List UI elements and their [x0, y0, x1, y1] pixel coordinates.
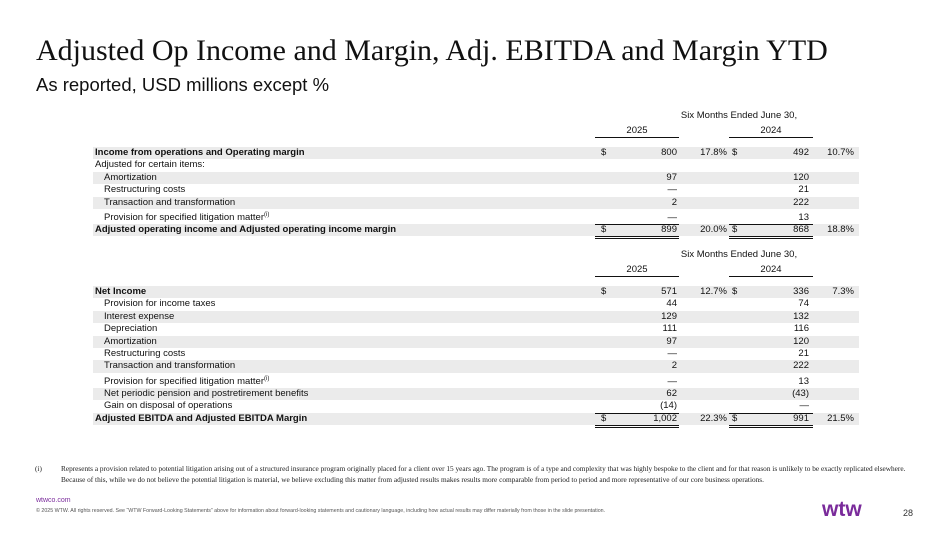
value-2025: 97 [666, 171, 677, 183]
value-2025: 571 [661, 286, 677, 297]
margin-2025: 17.8% [700, 147, 727, 158]
year-header-2024: 2024 [729, 125, 813, 138]
currency-2025: $ [601, 147, 607, 158]
value-2024: 868 [793, 223, 809, 235]
currency-2024: $ [732, 286, 738, 297]
page-title: Adjusted Op Income and Margin, Adj. EBITDA and Margin YTD [36, 34, 828, 67]
table-row [93, 323, 859, 335]
table-row [93, 184, 859, 196]
margin-2024: 21.5% [827, 412, 854, 424]
value-2025: — [667, 184, 677, 196]
value-2025: — [667, 211, 677, 223]
table-row [93, 336, 859, 348]
ebitda-table [93, 249, 859, 425]
row-label: Amortization [104, 335, 157, 347]
table-header [93, 110, 859, 140]
row-label: Provision for specified litigation matter$^{(i)}$ [104, 211, 270, 223]
operating-income-table [93, 110, 859, 236]
row-label: Net periodic pension and postretirement benefits [104, 387, 309, 399]
double-rule [595, 425, 679, 428]
year-header-2024: 2024 [729, 264, 813, 277]
value-2024: 222 [793, 360, 809, 372]
margin-2024: 7.3% [832, 286, 854, 297]
table-row [93, 360, 859, 372]
table-row [93, 172, 859, 184]
margin-2025: 12.7% [700, 286, 727, 297]
row-label: Transaction and transformation [104, 196, 236, 208]
value-2025: 111 [662, 323, 677, 335]
double-rule [729, 425, 813, 428]
value-2024: 74 [798, 298, 809, 310]
footnote-ref: (i) [264, 375, 270, 382]
value-2024: 132 [793, 310, 809, 322]
row-label: Adjusted EBITDA and Adjusted EBITDA Margin [95, 412, 308, 424]
table-row [93, 209, 859, 224]
table-row [93, 311, 859, 323]
footnote-ref: (i) [264, 211, 270, 218]
total-row [93, 224, 859, 236]
footnote-text: Represents a provision related to potential litigation arising out of a structured insurance program originally placed for a client over 15 years ago. The program is of a type and complexity that was highly bespoke to the client and for that reason is unlikely to be exactly replicated elsewhere. Because of this, while we do not believe the potential litigation is material, we believe excluding this matter from adjusted results makes results more comparable from period to period and more representative of our core business operations. [61, 464, 906, 484]
row-label: Transaction and transformation [104, 360, 236, 372]
footer-copyright: © 2025 WTW. All rights reserved. See “WTW Forward-Looking Statements” above for information about forward-looking statements and cautionary language, including how actual results may differ materially from those in the slide presentation. [36, 508, 606, 514]
currency-2025: $ [601, 412, 607, 424]
wtw-logo [822, 500, 886, 525]
value-2025: (14) [660, 400, 677, 412]
table-row [93, 298, 859, 310]
value-2024: 21 [798, 347, 809, 359]
value-2025: 2 [671, 360, 677, 372]
currency-2025: $ [601, 223, 607, 235]
table-header [93, 249, 859, 279]
currency-2025: $ [601, 286, 607, 297]
page-number: 28 [903, 508, 914, 518]
period-header: Six Months Ended June 30, [680, 249, 798, 260]
value-2024: 222 [793, 196, 809, 208]
row-label: Provision for specified litigation matter$^{(i)}$ [104, 375, 270, 387]
value-2024: 13 [798, 375, 809, 387]
margin-2025: 22.3% [700, 412, 727, 424]
value-2024: 991 [793, 412, 809, 424]
value-2024: 120 [793, 171, 809, 183]
table-row [93, 348, 859, 360]
row-label: Income from operations and Operating margin [95, 147, 305, 158]
value-2025: — [667, 375, 677, 387]
margin-2024: 18.8% [827, 223, 854, 235]
value-2025: 97 [666, 335, 677, 347]
value-2025: 44 [666, 298, 677, 310]
double-rule [595, 236, 679, 239]
row-label: Restructuring costs [104, 184, 186, 196]
value-2024: 120 [793, 335, 809, 347]
value-2024: 21 [798, 184, 809, 196]
table-row [93, 159, 859, 171]
value-2024: 336 [793, 286, 809, 297]
table-row [93, 147, 859, 159]
logo-text: wtw [822, 500, 862, 520]
footer-url[interactable]: wtwco.com [36, 497, 71, 504]
value-2024: 13 [798, 211, 809, 223]
value-2025: 899 [661, 223, 677, 235]
row-label: Adjusted for certain items: [95, 159, 205, 171]
table-row [93, 286, 859, 298]
row-label: Provision for income taxes [104, 298, 216, 310]
margin-2025: 20.0% [700, 223, 727, 235]
value-2025: 129 [661, 310, 677, 322]
value-2025: 62 [666, 387, 677, 399]
row-label: Gain on disposal of operations [104, 400, 233, 412]
value-2025: 1,002 [653, 412, 677, 424]
footnote-mark: (i) [35, 464, 42, 473]
currency-2024: $ [732, 223, 738, 235]
double-rule [729, 236, 813, 239]
value-2025: 800 [661, 147, 677, 158]
value-2024: — [799, 400, 809, 412]
value-2025: — [667, 347, 677, 359]
period-header: Six Months Ended June 30, [680, 110, 798, 121]
row-label: Adjusted operating income and Adjusted operating income margin [95, 223, 397, 235]
table-row [93, 373, 859, 388]
year-header-2025: 2025 [595, 264, 679, 277]
table-row [93, 388, 859, 400]
margin-2024: 10.7% [827, 147, 854, 158]
row-label: Depreciation [104, 323, 158, 335]
value-2024: 492 [793, 147, 809, 158]
year-header-2025: 2025 [595, 125, 679, 138]
currency-2024: $ [732, 147, 738, 158]
footnote [35, 464, 915, 485]
row-label: Interest expense [104, 310, 175, 322]
table-row [93, 197, 859, 209]
value-2024: 116 [793, 323, 809, 335]
row-label: Restructuring costs [104, 347, 186, 359]
currency-2024: $ [732, 412, 738, 424]
table-row [93, 400, 859, 412]
total-row [93, 413, 859, 425]
value-2025: 2 [671, 196, 677, 208]
row-label: Net Income [95, 286, 147, 297]
page-subtitle: As reported, USD millions except % [36, 74, 330, 95]
value-2024: (43) [792, 387, 809, 399]
row-label: Amortization [104, 171, 157, 183]
